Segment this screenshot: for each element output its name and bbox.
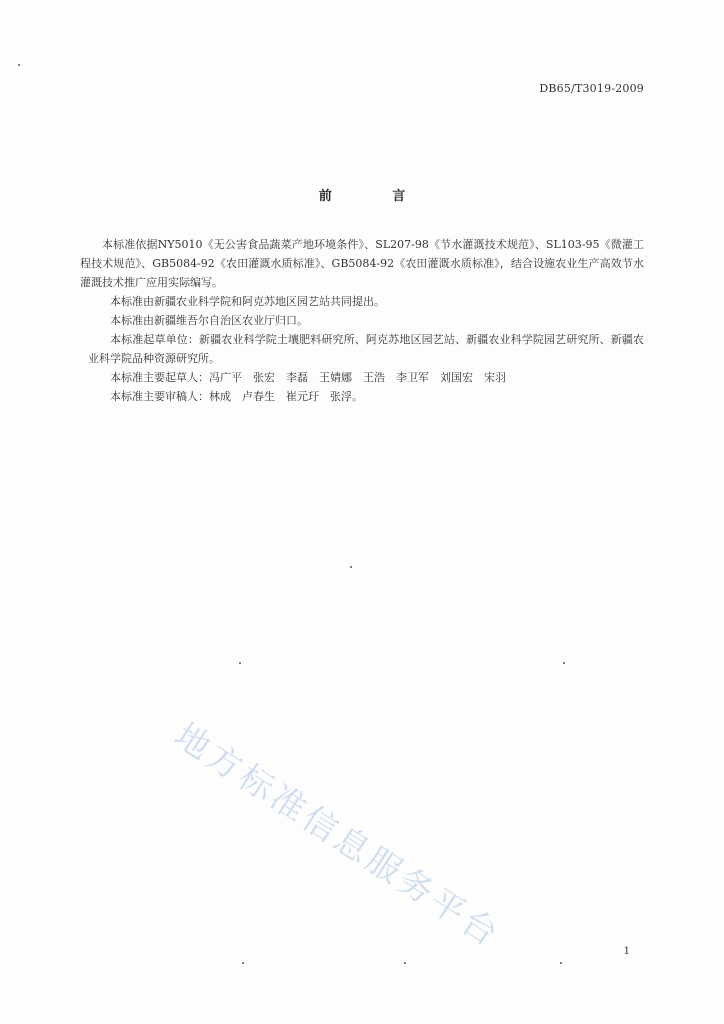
page-number: 1 <box>623 946 630 957</box>
scan-speck <box>404 962 406 964</box>
foreword-body <box>80 235 644 406</box>
watermark: 地方标准信息服务平台 <box>167 715 508 957</box>
scan-speck <box>242 962 244 964</box>
section-title: 前 言 <box>318 189 434 204</box>
scan-speck <box>18 64 20 66</box>
scan-speck <box>350 566 352 568</box>
paragraph-drafting-units: 本标准起草单位：新疆农业科学院土壤肥料研究所、阿克苏地区园艺站、新疆农业科学院园艺研究所、新疆农业科学院品种资源研究所。 <box>88 333 644 365</box>
standard-code: DB65/T3019-2009 <box>539 82 644 95</box>
paragraph-proposer: 本标准由新疆农业科学院和阿克苏地区园艺站共同提出。 <box>110 295 385 308</box>
scan-speck <box>560 962 562 964</box>
paragraph-basis: 本标准依据NY5010《无公害食品蔬菜产地环境条件》、SL207-98《节水灌溉技术规范》、SL103-95《微灌工程技术规范》、GB5084-92《农田灌溉水质标准》、GB5084-92《农田灌溉水质标准》，结合设施农业生产高效节水灌溉技术推广应用实际编写。 <box>80 238 644 289</box>
paragraph-administrator: 本标准由新疆维吾尔自治区农业厅归口。 <box>110 314 308 327</box>
paragraph-drafters: 本标准主要起草人：冯广平 张宏 李磊 王婧娜 王浩 李卫军 刘国宏 宋羽 <box>110 371 506 384</box>
paragraph-reviewers: 本标准主要审稿人：林成 卢春生 崔元玗 张浮。 <box>110 390 363 403</box>
scan-speck <box>239 662 241 664</box>
scan-speck <box>563 662 565 664</box>
